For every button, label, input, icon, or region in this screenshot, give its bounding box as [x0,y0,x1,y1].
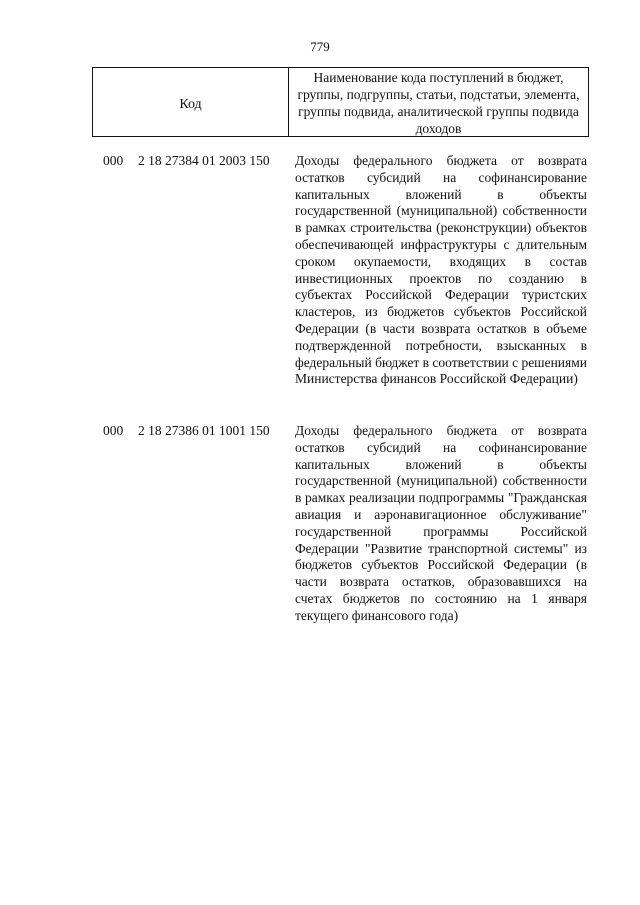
income-code: 2 18 27384 01 2003 150 [138,153,270,168]
income-description: Доходы федерального бюджета от возврата остатков субсидий на софинансирование капитальных вложений в объекты государственной (муниципальной) собственности в рамках реализации подпрограммы "Гражданская авиация и аэронавигационное обслуживание" государственной программы Российской Федерации "Развитие транспортной системы" из бюджетов субъектов Российской Федерации (в части возврата остатков, образовавшихся на счетах бюджетов по состоянию на 1 января текущего финансового года) [295,423,587,623]
header-code-cell: Код [93,68,289,136]
table-header [92,67,589,137]
page-number: 779 [310,39,330,54]
admin-code: 000 [103,423,124,438]
admin-code: 000 [103,153,124,168]
income-code: 2 18 27386 01 1001 150 [138,423,270,438]
income-description: Доходы федерального бюджета от возврата остатков субсидий на софинансирование капитальных вложений в объекты государственной (муниципальной) собственности в рамках строительства (реконструкции) объектов обеспечивающей инфраструктуры с длительным сроком окупаемости, входящих в состав инвестиционных проектов по созданию в субъектах Российской Федерации туристских кластеров, из бюджетов субъектов Российской Федерации (в части возврата остатков в объеме подтвержденной потребности, взысканных в федеральный бюджет в соответствии с решениями Министерства финансов Российской Федерации) [295,153,587,387]
header-name-cell: Наименование кода поступлений в бюджет, группы, подгруппы, статьи, подстатьи, элемента, группы подвида, аналитической группы подвида доходов [297,70,580,136]
